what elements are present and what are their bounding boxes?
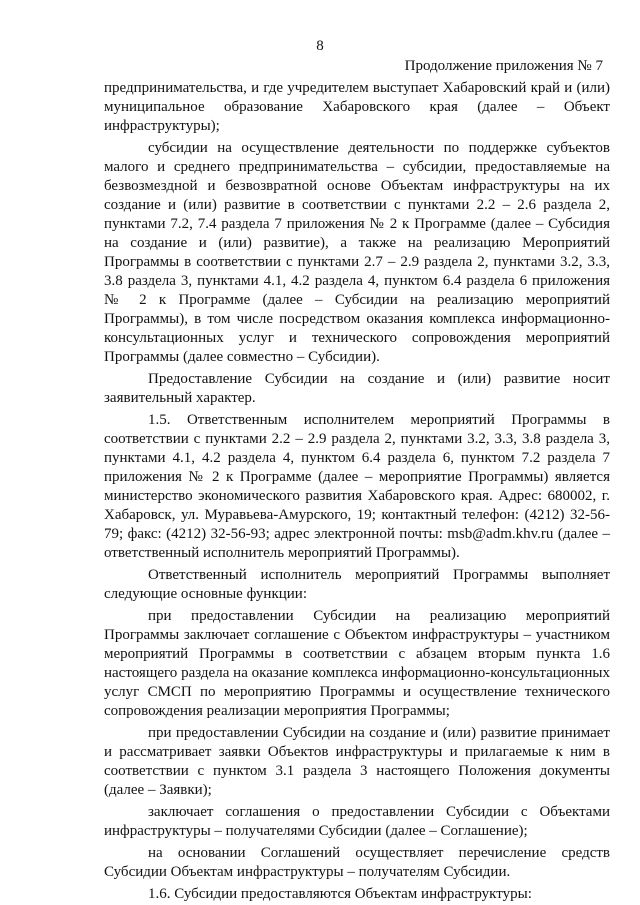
paragraph-1-6-subsidies-granted: 1.6. Субсидии предоставляются Объектам инфраструктуры: <box>148 886 532 902</box>
appendix-continuation-label: Продолжение приложения № 7 <box>404 58 603 74</box>
paragraph-main-functions: Ответственный исполнитель мероприятий Программы выполняет следующие основные функции: <box>104 567 610 602</box>
document-body <box>104 79 610 904</box>
paragraph-function-applications: при предоставлении Субсидии на создание и (или) развитие принимает и рассматривает заявки Объектов инфраструктуры и прилагаемые к ним в соответствии с пунктом 3.1 раздела 3 настоящего Положения документы (далее – Заявки); <box>104 725 610 798</box>
paragraph-function-agreements: заключает соглашения о предоставлении Субсидии с Объектами инфраструктуры – получателями Субсидии (далее – Соглашение); <box>104 804 610 839</box>
page-number: 8 <box>316 38 324 54</box>
paragraph-function-agreement-programme: при предоставлении Субсидии на реализацию мероприятий Программы заключает соглашение с Объектом инфраструктуры – участником мероприятий Программы в соответствии с абзацем вторым пункта 1.6 настоящего раздела на оказание комплекса информационно-консультационных услуг СМСП по мероприятию Программы и осуществление технического сопровождения реализации мероприятия Программы; <box>104 608 610 719</box>
paragraph-application-nature: Предоставление Субсидии на создание и (или) развитие носит заявительный характер. <box>104 371 610 406</box>
paragraph-subsidies-definition: субсидии на осуществление деятельности по поддержке субъектов малого и среднего предпринимательства – субсидии, предоставляемые на безвозмездной и безвозвратной основе Объектам инфраструктуры на их создание и (или) развитие в соответствии с пунктами 2.2 – 2.6 раздела 2, пунктами 7.2, 7.4 раздела 7 приложения № 2 к Программе (далее – Субсидия на создание и (или) развитие), а также на реализацию Мероприятий Программы в соответствии с пунктами 2.7 – 2.9 раздела 2, пунктами 3.2, 3.3, 3.8 раздела 3, пунктами 4.1, 4.2 раздела 4, пунктом 6.4 раздела 6 приложения № 2 к Программе (далее – Субсидии на реализацию мероприятий Программы), в том числе посредством оказания комплекса информационно-консультационных услуг и технического сопровождения мероприятий Программы (далее совместно – Субсидии). <box>104 140 610 365</box>
paragraph-function-transfer: на основании Соглашений осуществляет перечисление средств Субсидии Объектам инфраструктуры – получателям Субсидии. <box>104 845 610 880</box>
paragraph-continued-text: предпринимательства, и где учредителем выступает Хабаровский край и (или) муниципальное образование Хабаровского края (далее – Объект инфраструктуры); <box>104 80 610 134</box>
paragraph-1-5-responsible-executor: 1.5. Ответственным исполнителем мероприятий Программы в соответствии с пунктами 2.2 – 2.9 раздела 2, пунктами 3.2, 3.3, 3.8 раздела 3, пунктами 4.1, 4.2 раздела 4, пунктом 6.4 раздела 6, пунктом 7.2 раздела 7 приложения № 2 к Программе (далее – мероприятие Программы) является министерство экономического развития Хабаровского края. Адрес: 680002, г. Хабаровск, ул. Муравьева-Амурского, 19; контактный телефон: (4212) 32-56-79; факс: (4212) 32-56-93; адрес электронной почты: msb@adm.khv.ru (далее – ответственный исполнитель мероприятий Программы). <box>104 412 610 561</box>
